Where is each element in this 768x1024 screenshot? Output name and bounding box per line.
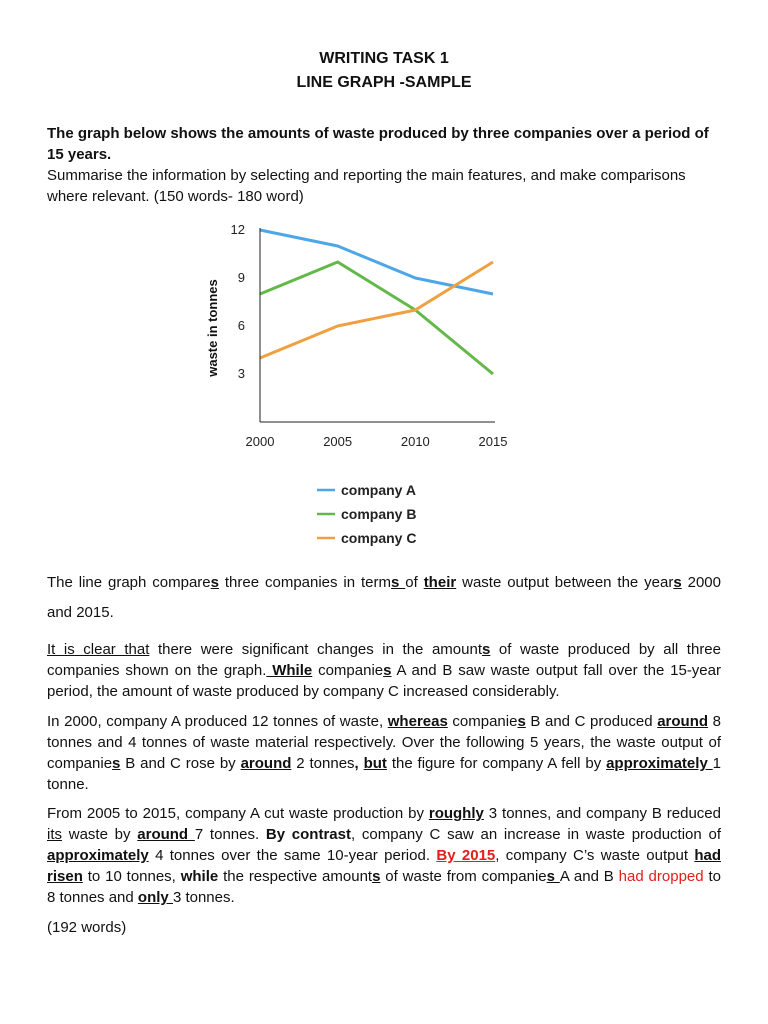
paragraph-4: From 2005 to 2015, company A cut waste production by roughly 3 tonnes, and company B reduced its waste by around 7 tonnes. By contrast, company C saw an increase in waste production of approximately 4 tonnes over the same 10-year period. By 2015, company C’s waste output had risen to 10 tonnes, while the respective amounts of waste from companies A and B had dropped to 8 tonnes and only 3 tonnes. [47,805,722,906]
y-axis-label: waste in tonnes [205,279,220,377]
paragraph-2: It is clear that there were significant changes in the amounts of waste produced by all three companies shown on the graph. While companies A and B saw waste output fall over the 15-year period, the amount of waste produced by company C increased considerably. [47,641,721,700]
paragraph-3: In 2000, company A produced 12 tonnes of waste, whereas companies B and C produced around 8 tonnes and 4 tonnes of waste material respectively. Over the following 5 years, the waste output of companies B and C rose by around 2 tonnes, but the figure for company A fell by approximately 1 tonne. [47,713,722,793]
word-count: (192 words) [47,919,127,936]
y-tick-label: 12 [230,222,245,237]
y-tick-label: 3 [237,366,245,381]
prompt-instruction: Summarise the information by selecting and reporting the main features, and make comparisons where relevant. (150 words- 180 word) [47,167,686,205]
line-chart [195,218,525,558]
legend-label: company B [341,506,417,522]
y-tick-label: 9 [237,270,245,285]
task-prompt [47,123,727,207]
x-tick-label: 2010 [400,434,430,449]
legend-label: company A [341,482,416,498]
x-tick-label: 2000 [245,434,275,449]
legend-label: company C [341,530,417,546]
x-tick-label: 2015 [478,434,508,449]
y-tick-label: 6 [237,318,245,333]
paragraph-1: The line graph compares three companies in terms of their waste output between the years 2000 and 2015. [47,574,721,621]
x-tick-label: 2005 [323,434,353,449]
title-line-1: WRITING TASK 1 [319,50,449,67]
title-line-2: LINE GRAPH -SAMPLE [296,74,472,91]
prompt-bold-intro: The graph below shows the amounts of waste produced by three companies over a period of 15 years. [47,125,709,163]
